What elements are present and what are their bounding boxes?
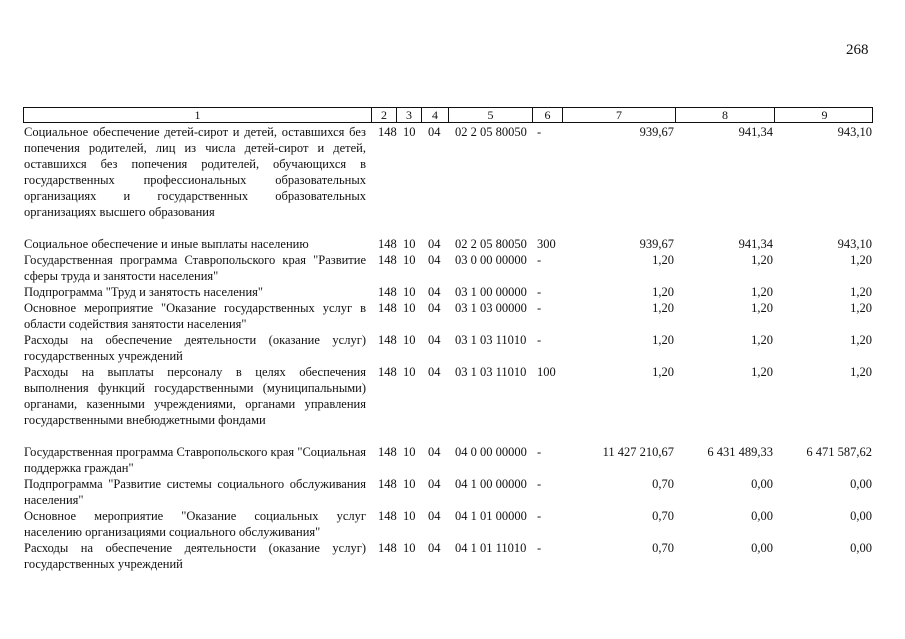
table-row (24, 364, 872, 428)
row-col-6: - (537, 285, 542, 299)
table-row (24, 252, 872, 284)
row-col-4: 04 (428, 333, 441, 347)
row-description: Подпрограмма "Труд и занятость населения" (24, 285, 264, 299)
row-col-4: 04 (428, 253, 441, 267)
table-row (24, 332, 872, 364)
row-col-7: 939,67 (639, 125, 674, 139)
row-spacer (24, 428, 872, 444)
row-col-9: 1,20 (850, 301, 872, 315)
row-col-2: 148 (378, 541, 397, 555)
row-col-5: 04 1 00 00000 (455, 477, 527, 491)
row-col-5: 04 0 00 00000 (455, 445, 527, 459)
table-row (24, 540, 872, 572)
row-col-9: 0,00 (850, 509, 872, 523)
row-col-5: 03 1 03 11010 (455, 365, 527, 379)
row-col-4: 04 (428, 541, 441, 555)
row-col-6: - (537, 541, 542, 555)
row-col-7: 1,20 (652, 333, 674, 347)
header-col-3: 3 (396, 108, 421, 122)
row-col-7: 0,70 (652, 541, 674, 555)
row-col-4: 04 (428, 445, 441, 459)
row-col-2: 148 (378, 253, 397, 267)
table-row (24, 300, 872, 332)
row-description: Основное мероприятие "Оказание государственных услуг в области содействия занятости населения" (24, 301, 366, 331)
header-col-4: 4 (421, 108, 448, 122)
table-row (24, 444, 872, 476)
row-col-2: 148 (378, 333, 397, 347)
header-col-2: 2 (371, 108, 396, 122)
table-row (24, 476, 872, 508)
row-description: Государственная программа Ставропольского края "Развитие сферы труда и занятости населения" (24, 253, 366, 283)
row-col-6: 300 (537, 237, 556, 251)
row-col-7: 0,70 (652, 477, 674, 491)
row-col-6: 100 (537, 365, 556, 379)
row-spacer (24, 220, 872, 236)
row-description: Социальное обеспечение детей-сирот и детей, оставшихся без попечения родителей, лиц из числа детей-сирот и детей, оставшихся без попечения родителей, обучающихся в государственных профессиональных образовательных организациях и государственных образовательных организациях высшего образования (24, 125, 366, 219)
page-number: 268 (846, 42, 869, 58)
table-body (24, 124, 872, 572)
row-col-9: 0,00 (850, 477, 872, 491)
row-col-6: - (537, 125, 542, 139)
row-col-2: 148 (378, 237, 397, 251)
row-col-3: 10 (403, 125, 416, 139)
row-col-5: 03 1 00 00000 (455, 285, 527, 299)
row-col-3: 10 (403, 253, 416, 267)
row-col-7: 1,20 (652, 301, 674, 315)
row-col-2: 148 (378, 125, 397, 139)
row-col-7: 939,67 (639, 237, 674, 251)
row-col-3: 10 (403, 237, 416, 251)
row-col-3: 10 (403, 477, 416, 491)
row-col-8: 1,20 (751, 333, 773, 347)
row-col-9: 1,20 (850, 285, 872, 299)
row-col-8: 6 431 489,33 (707, 445, 773, 459)
row-col-6: - (537, 477, 542, 491)
row-col-5: 04 1 01 00000 (455, 509, 527, 523)
row-description: Расходы на обеспечение деятельности (оказание услуг) государственных учреждений (24, 541, 366, 571)
row-col-8: 1,20 (751, 253, 773, 267)
row-col-3: 10 (403, 509, 416, 523)
row-col-3: 10 (403, 445, 416, 459)
header-col-5: 5 (448, 108, 532, 122)
table-header (23, 107, 873, 123)
row-col-4: 04 (428, 237, 441, 251)
row-description: Государственная программа Ставропольского края "Социальная поддержка граждан" (24, 445, 366, 475)
table-row (24, 124, 872, 220)
row-col-9: 1,20 (850, 253, 872, 267)
row-col-4: 04 (428, 365, 441, 379)
row-col-3: 10 (403, 285, 416, 299)
row-col-4: 04 (428, 285, 441, 299)
row-col-4: 04 (428, 301, 441, 315)
row-col-2: 148 (378, 445, 397, 459)
row-col-8: 1,20 (751, 301, 773, 315)
header-col-8: 8 (675, 108, 774, 122)
row-col-6: - (537, 333, 542, 347)
row-col-4: 04 (428, 477, 441, 491)
row-col-5: 03 1 03 00000 (455, 301, 527, 315)
row-col-2: 148 (378, 285, 397, 299)
row-description: Основное мероприятие "Оказание социальных услуг населению организациями социального обслуживания" (24, 509, 366, 539)
row-col-2: 148 (378, 365, 397, 379)
row-description: Расходы на обеспечение деятельности (оказание услуг) государственных учреждений (24, 333, 366, 363)
row-col-2: 148 (378, 477, 397, 491)
header-col-6: 6 (532, 108, 562, 122)
row-col-7: 11 427 210,67 (602, 445, 674, 459)
row-col-6: - (537, 445, 542, 459)
row-col-7: 1,20 (652, 253, 674, 267)
row-col-7: 0,70 (652, 509, 674, 523)
row-col-7: 1,20 (652, 285, 674, 299)
row-col-9: 1,20 (850, 365, 872, 379)
table-row (24, 508, 872, 540)
row-col-9: 943,10 (837, 125, 872, 139)
row-col-5: 02 2 05 80050 (455, 237, 527, 251)
row-description: Подпрограмма "Развитие системы социального обслуживания населения" (24, 477, 366, 507)
row-col-2: 148 (378, 509, 397, 523)
row-col-6: - (537, 253, 542, 267)
row-col-8: 0,00 (751, 541, 773, 555)
row-col-9: 1,20 (850, 333, 872, 347)
row-col-9: 0,00 (850, 541, 872, 555)
row-col-8: 941,34 (738, 237, 773, 251)
row-col-8: 0,00 (751, 509, 773, 523)
row-col-3: 10 (403, 333, 416, 347)
row-col-8: 941,34 (738, 125, 773, 139)
row-col-6: - (537, 509, 542, 523)
table-row (24, 284, 872, 300)
row-col-8: 1,20 (751, 365, 773, 379)
header-col-1: 1 (194, 108, 201, 122)
header-col-7: 7 (562, 108, 675, 122)
row-col-6: - (537, 301, 542, 315)
row-col-3: 10 (403, 365, 416, 379)
row-col-8: 1,20 (751, 285, 773, 299)
row-col-3: 10 (403, 541, 416, 555)
row-col-9: 6 471 587,62 (806, 445, 872, 459)
row-description: Социальное обеспечение и иные выплаты населению (24, 237, 309, 251)
row-col-5: 03 0 00 00000 (455, 253, 527, 267)
row-col-7: 1,20 (652, 365, 674, 379)
row-col-2: 148 (378, 301, 397, 315)
row-col-8: 0,00 (751, 477, 773, 491)
row-col-5: 03 1 03 11010 (455, 333, 527, 347)
row-description: Расходы на выплаты персоналу в целях обеспечения выполнения функций государственными (муниципальными) органами, казенными учреждениями, органами управления государственными внебюджетными фондами (24, 365, 366, 427)
row-col-3: 10 (403, 301, 416, 315)
row-col-4: 04 (428, 509, 441, 523)
table-row (24, 236, 872, 252)
row-col-9: 943,10 (837, 237, 872, 251)
header-col-9: 9 (774, 108, 874, 122)
row-col-4: 04 (428, 125, 441, 139)
row-col-5: 02 2 05 80050 (455, 125, 527, 139)
row-col-5: 04 1 01 11010 (455, 541, 527, 555)
